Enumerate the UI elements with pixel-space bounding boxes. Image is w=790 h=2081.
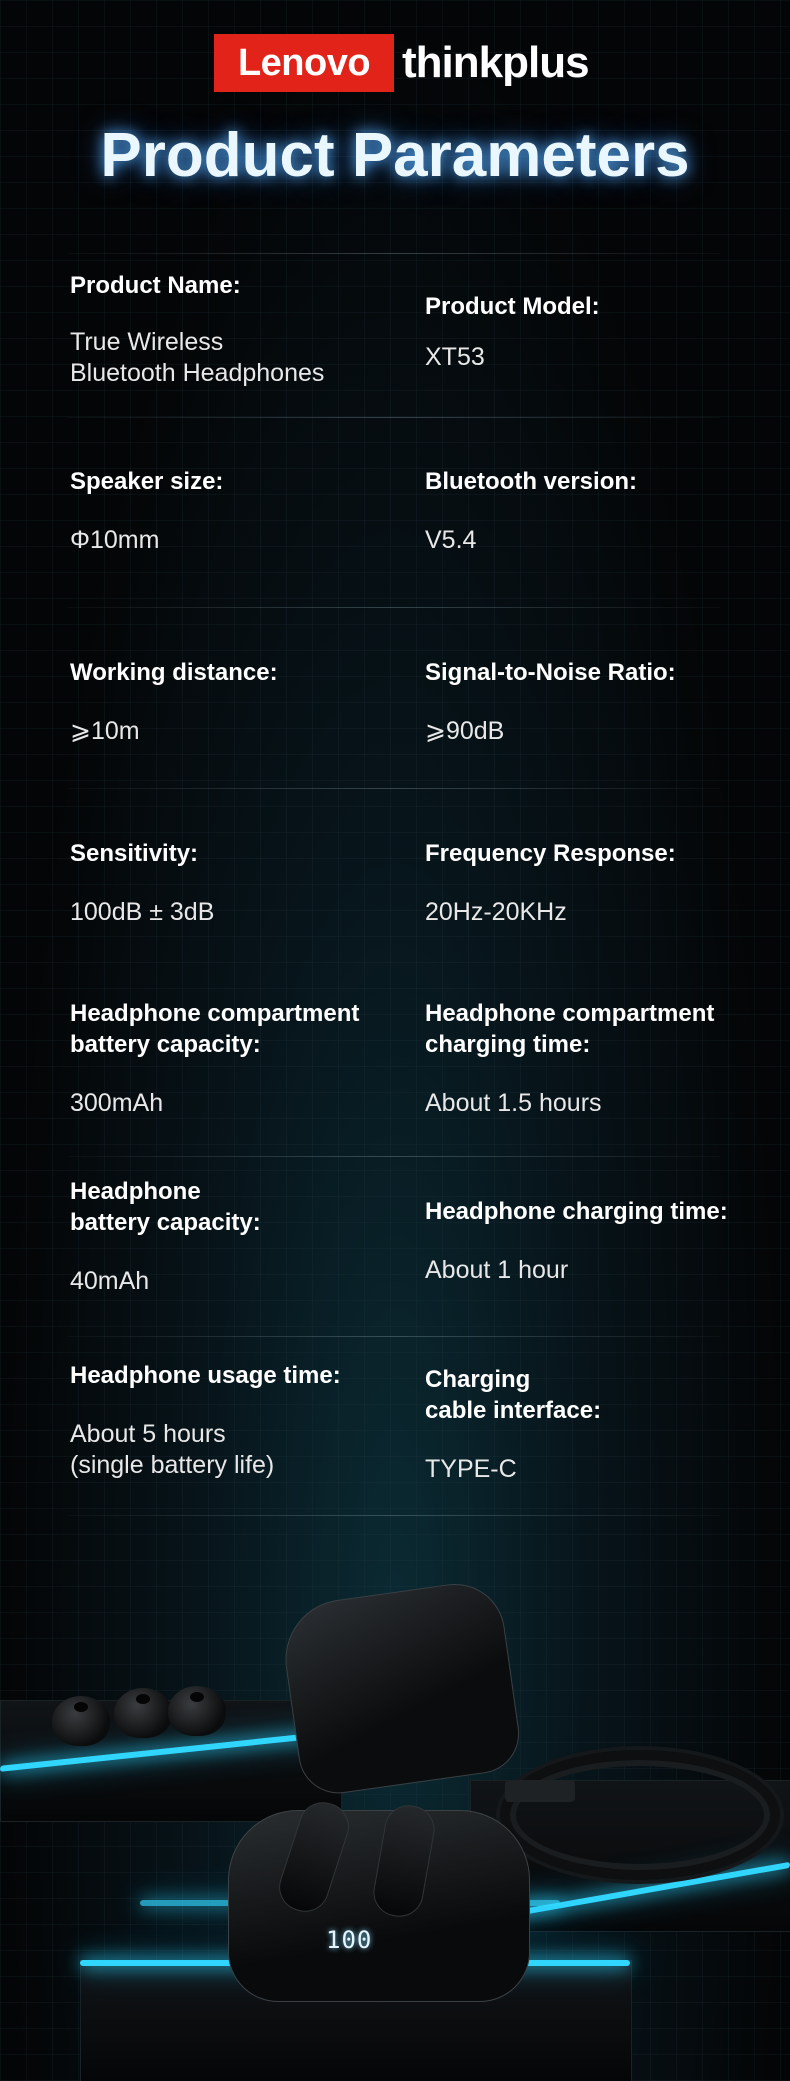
- param-label: Charging cable interface:: [425, 1366, 602, 1424]
- row-divider: [68, 1336, 720, 1337]
- eartip: [168, 1686, 226, 1736]
- param-label: Speaker size:: [70, 468, 224, 495]
- usb-c-plug: [505, 1780, 575, 1802]
- battery-display: 100: [326, 1926, 373, 1954]
- param-speaker-size: [70, 466, 400, 556]
- param-cable-interface: [425, 1364, 755, 1485]
- param-label: Signal-to-Noise Ratio:: [425, 659, 676, 686]
- thinkplus-logo: thinkplus: [402, 38, 589, 87]
- param-compartment-battery: [70, 998, 400, 1119]
- charging-cable: [500, 1750, 780, 1880]
- param-value: ⩾10m: [70, 717, 140, 745]
- param-label: Headphone charging time:: [425, 1198, 728, 1225]
- page-title: Product Parameters: [100, 121, 690, 190]
- param-compartment-charging-time: [425, 998, 755, 1119]
- param-label: Headphone compartment charging time:: [425, 1000, 715, 1058]
- case-lid: [278, 1577, 525, 1798]
- param-sensitivity: [70, 838, 400, 928]
- param-snr: [425, 657, 755, 747]
- row-divider: [68, 1156, 720, 1157]
- charging-case: [228, 1810, 530, 2002]
- param-value: About 1.5 hours: [425, 1089, 602, 1117]
- param-usage-time: [70, 1360, 400, 1481]
- param-label: Product Model:: [425, 293, 600, 320]
- param-label: Sensitivity:: [70, 840, 199, 867]
- eartip: [52, 1696, 110, 1746]
- param-label: Headphone usage time:: [70, 1362, 341, 1389]
- lenovo-logo: Lenovo: [214, 34, 394, 92]
- param-product-model: [425, 291, 755, 373]
- param-value: About 1 hour: [425, 1256, 569, 1284]
- row-divider: [68, 788, 720, 789]
- param-label: Bluetooth version:: [425, 468, 638, 495]
- row-divider: [68, 607, 720, 608]
- param-bluetooth-version: [425, 466, 755, 556]
- param-value: V5.4: [425, 526, 477, 554]
- param-value: 100dB ± 3dB: [70, 898, 215, 926]
- param-headphone-battery: [70, 1176, 400, 1297]
- earbud: [370, 1802, 439, 1921]
- eartip: [114, 1688, 172, 1738]
- param-value: True Wireless Bluetooth Headphones: [70, 328, 325, 387]
- param-value: 40mAh: [70, 1267, 150, 1295]
- param-label: Working distance:: [70, 659, 278, 686]
- param-value: 20Hz-20KHz: [425, 898, 567, 926]
- param-value: XT53: [425, 343, 485, 371]
- param-product-name: [70, 270, 400, 389]
- param-value: About 5 hours (single battery life): [70, 1420, 275, 1479]
- row-divider: [68, 1515, 720, 1516]
- param-value: 300mAh: [70, 1089, 164, 1117]
- param-label: Headphone battery capacity:: [70, 1178, 261, 1236]
- brand-logo: [214, 34, 589, 92]
- earbud: [273, 1796, 355, 1918]
- param-label: Frequency Response:: [425, 840, 676, 867]
- product-image: [0, 1570, 790, 2081]
- param-label: Headphone compartment battery capacity:: [70, 1000, 360, 1058]
- param-frequency-response: [425, 838, 755, 928]
- param-working-distance: [70, 657, 400, 747]
- param-label: Product Name:: [70, 272, 241, 299]
- param-value: Φ10mm: [70, 526, 160, 554]
- param-value: TYPE-C: [425, 1455, 517, 1483]
- row-divider: [68, 417, 720, 418]
- row-divider: [68, 253, 720, 254]
- param-headphone-charging-time: [425, 1196, 755, 1286]
- param-value: ⩾90dB: [425, 717, 505, 745]
